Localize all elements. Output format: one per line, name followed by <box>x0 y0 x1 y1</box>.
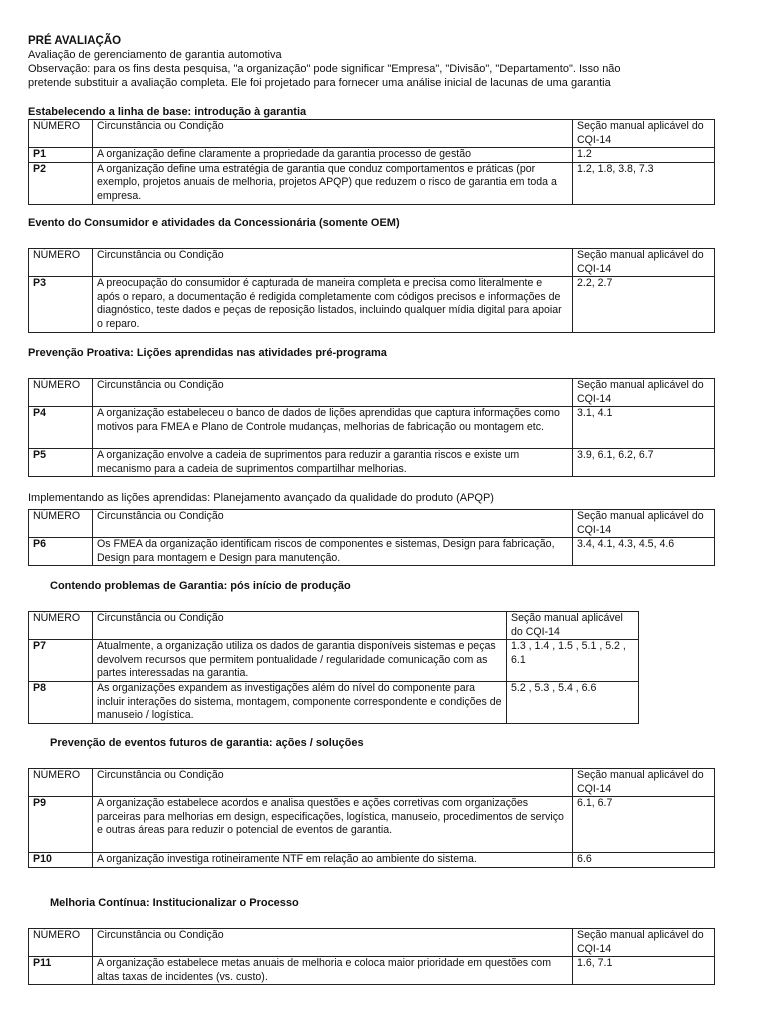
header-condition: Circunstância ou Condição <box>93 120 573 148</box>
row-section-ref: 1.6, 7.1 <box>573 957 715 985</box>
header-section: Seção manual aplicável do CQI-14 <box>573 510 715 538</box>
header-number: NÚMERO <box>29 769 93 797</box>
document-page <box>28 34 740 983</box>
header-section: Seção manual aplicável do CQI-14 <box>573 769 715 797</box>
section-proactive-prevention <box>28 346 740 477</box>
header-condition: Circunstância ou Condição <box>93 379 573 407</box>
assessment-table <box>28 119 715 205</box>
header-number: NÚMERO <box>29 612 93 640</box>
row-condition: A organização estabeleceu o banco de dados de lições aprendidas que captura informações como motivos para FMEA e Plano de Controle mudanças, melhorias de fabricação ou montagem etc. <box>93 407 573 449</box>
header-condition: Circunstância ou Condição <box>93 510 573 538</box>
row-number: P6 <box>29 538 93 566</box>
row-number: P3 <box>29 277 93 333</box>
header-section: Seção manual aplicável do CQI-14 <box>573 120 715 148</box>
table-header-row <box>29 929 715 957</box>
row-number: P10 <box>29 853 93 868</box>
row-number: P11 <box>29 957 93 985</box>
header-condition: Circunstância ou Condição <box>93 769 573 797</box>
row-condition: Atualmente, a organização utiliza os dados de garantia disponíveis sistemas e peças devolvem recursos que permitem pontualidade / regularidade comunicação com as partes interessadas na garantia. <box>93 640 507 682</box>
row-condition: Os FMEA da organização identificam riscos de componentes e sistemas, Design para fabricação, Design para montagem e Design para manutenção. <box>93 538 573 566</box>
row-section-ref: 6.6 <box>573 853 715 868</box>
row-number: P9 <box>29 797 93 853</box>
table-row <box>29 853 715 868</box>
assessment-table <box>28 611 639 724</box>
row-number: P5 <box>29 449 93 477</box>
assessment-table <box>28 768 715 868</box>
section-title: Implementando as lições aprendidas: Planejamento avançado da qualidade do produto (APQP) <box>28 492 494 504</box>
section-apqp <box>28 491 740 566</box>
header-number: NÚMERO <box>29 120 93 148</box>
section-title: Evento do Consumidor e atividades da Concessionária (somente OEM) <box>28 217 400 229</box>
table-row <box>29 449 715 477</box>
row-number: P7 <box>29 640 93 682</box>
table-header-row <box>29 510 715 538</box>
header-number: NÚMERO <box>29 510 93 538</box>
section-continuous-improvement <box>28 896 740 985</box>
table-row <box>29 148 715 163</box>
section-future-prevention <box>28 736 740 868</box>
row-number: P1 <box>29 148 93 163</box>
table-header-row <box>29 249 715 277</box>
row-section-ref: 3.1, 4.1 <box>573 407 715 449</box>
header-section: Seção manual aplicável do CQI-14 <box>507 612 639 640</box>
row-section-ref: 1.3 , 1.4 , 1.5 , 5.1 , 5.2 , 6.1 <box>507 640 639 682</box>
row-condition: A organização estabelece metas anuais de melhoria e coloca maior prioridade em questões com altas taxas de incidentes (vs. custo). <box>93 957 573 985</box>
table-row <box>29 682 639 724</box>
row-number: P4 <box>29 407 93 449</box>
section-title: Contendo problemas de Garantia: pós início de produção <box>50 580 351 592</box>
table-row <box>29 640 639 682</box>
section-title: Prevenção de eventos futuros de garantia: ações / soluções <box>50 737 364 749</box>
row-condition: A organização estabelece acordos e analisa questões e ações corretivas com organizações parceiras para melhorias em design, especificações, logística, manuseio, procedimentos de serviço e outras áreas para reduzir o potencial de eventos de garantia. <box>93 797 573 853</box>
header-condition: Circunstância ou Condição <box>93 929 573 957</box>
row-section-ref: 3.9, 6.1, 6.2, 6.7 <box>573 449 715 477</box>
table-header-row <box>29 120 715 148</box>
assessment-table <box>28 248 715 333</box>
table-header-row <box>29 379 715 407</box>
header-section: Seção manual aplicável do CQI-14 <box>573 249 715 277</box>
row-number: P8 <box>29 682 93 724</box>
row-section-ref: 5.2 , 5.3 , 5.4 , 6.6 <box>507 682 639 724</box>
header-condition: Circunstância ou Condição <box>93 249 573 277</box>
table-row <box>29 797 715 853</box>
header-number: NÚMERO <box>29 379 93 407</box>
assessment-table <box>28 509 715 566</box>
header-section: Seção manual aplicável do CQI-14 <box>573 929 715 957</box>
intro-line-3: pretende substituir a avaliação completa. Ele foi projetado para fornecer uma análise inicial de lacunas de uma garantia <box>28 77 611 89</box>
header-number: NÚMERO <box>29 929 93 957</box>
row-section-ref: 3.4, 4.1, 4.3, 4.5, 4.6 <box>573 538 715 566</box>
row-condition: As organizações expandem as investigações além do nível do componente para incluir interações do sistema, montagem, componente correspondente e condições de manuseio / logística. <box>93 682 507 724</box>
section-title: Melhoria Contínua: Institucionalizar o Processo <box>50 897 299 909</box>
table-row <box>29 277 715 333</box>
intro-line-1: Avaliação de gerenciamento de garantia automotiva <box>28 49 282 61</box>
table-row <box>29 162 715 204</box>
assessment-table <box>28 378 715 477</box>
row-section-ref: 2.2, 2.7 <box>573 277 715 333</box>
section-title: Prevenção Proativa: Lições aprendidas nas atividades pré-programa <box>28 347 387 359</box>
section-title: Estabelecendo a linha de base: introdução à garantia <box>28 106 307 118</box>
row-condition: A preocupação do consumidor é capturada de maneira completa e precisa como literalmente e após o reparo, a documentação é redigida completamente com códigos precisos e informações de diagnóstico, teste dados e peças de reposição listados, incluindo qualquer mídia digital para apoiar o reparo. <box>93 277 573 333</box>
table-row <box>29 957 715 985</box>
row-number: P2 <box>29 162 93 204</box>
table-row <box>29 538 715 566</box>
intro-line-2: Observação: para os fins desta pesquisa, "a organização" pode significar "Empresa", "Divisão", "Departamento". Isso não <box>28 63 621 75</box>
row-section-ref: 1.2, 1.8, 3.8, 7.3 <box>573 162 715 204</box>
row-condition: A organização investiga rotineiramente NTF em relação ao ambiente do sistema. <box>93 853 573 868</box>
row-condition: A organização define uma estratégia de garantia que conduz comportamentos e práticas (por exemplo, projetos anuais de melhoria, projetos APQP) que reduzem o risco de garantia em toda a empresa. <box>93 162 573 204</box>
table-row <box>29 407 715 449</box>
table-header-row <box>29 769 715 797</box>
section-consumer-event <box>28 216 740 333</box>
header-section: Seção manual aplicável do CQI-14 <box>573 379 715 407</box>
page-title: PRÉ AVALIAÇÃO <box>28 35 122 47</box>
section-containing-problems <box>28 579 740 724</box>
row-section-ref: 1.2 <box>573 148 715 163</box>
header-condition: Circunstância ou Condição <box>93 612 507 640</box>
header-number: NÚMERO <box>29 249 93 277</box>
row-condition: A organização define claramente a propriedade da garantia processo de gestão <box>93 148 573 163</box>
row-section-ref: 6.1, 6.7 <box>573 797 715 853</box>
assessment-table <box>28 928 715 985</box>
row-condition: A organização envolve a cadeia de suprimentos para reduzir a garantia riscos e existe um mecanismo para a cadeia de suprimentos compartilhar melhorias. <box>93 449 573 477</box>
section-baseline <box>28 105 740 205</box>
table-header-row <box>29 612 639 640</box>
